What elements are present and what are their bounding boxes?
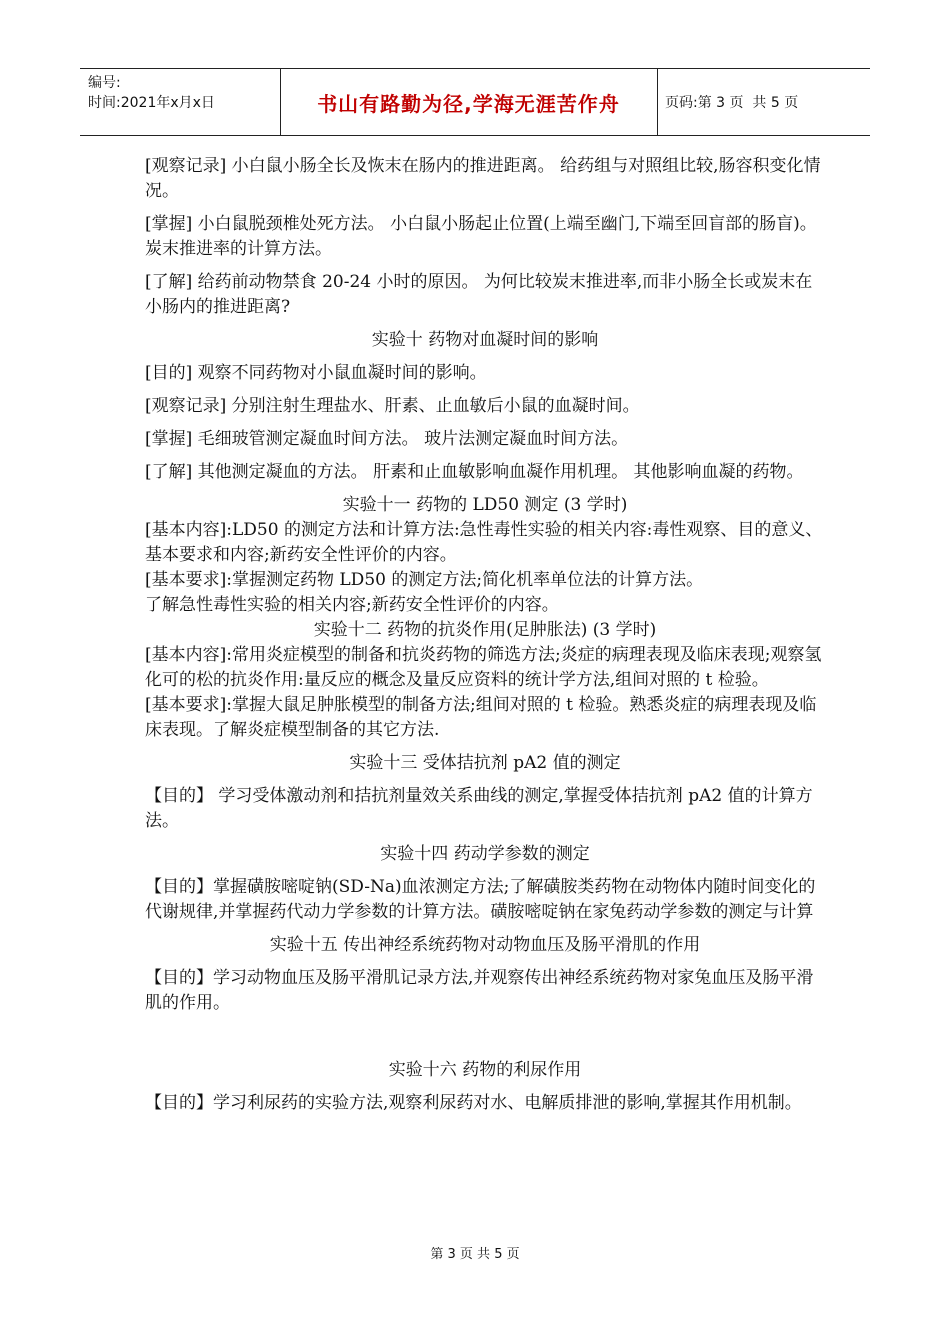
section-heading: 实验十一 药物的 LD50 测定 (3 学时) xyxy=(342,495,628,515)
paragraph: [观察记录] 小白鼠小肠全长及恢末在肠内的推进距离。 给药组与对照组比较,肠容积变化情况。 xyxy=(145,156,821,201)
section-heading: 实验十四 药动学参数的测定 xyxy=(380,844,590,864)
doc-number-label: 编号: xyxy=(88,75,121,91)
section-gap xyxy=(145,1024,825,1058)
paragraph: [基本要求]:掌握大鼠足肿胀模型的制备方法;组间对照的 t 检验。熟悉炎症的病理表现及临床表现。了解炎症模型制备的其它方法. xyxy=(145,695,817,740)
paragraph: [掌握] 毛细玻管测定凝血时间方法。 玻片法测定凝血时间方法。 xyxy=(145,429,629,449)
paragraph: [了解] 给药前动物禁食 20-24 小时的原因。 为何比较炭末推进率,而非小肠全长或炭末在小肠内的推进距离? xyxy=(145,272,813,317)
section-heading: 实验十二 药物的抗炎作用(足肿胀法) (3 学时) xyxy=(313,620,657,640)
paragraph: 【目的】 学习受体激动剂和拮抗剂量效关系曲线的测定,掌握受体拮抗剂 pA2 值的计算方法。 xyxy=(145,786,813,831)
document-body xyxy=(145,154,825,1124)
section-heading: 实验十三 受体拮抗剂 pA2 值的测定 xyxy=(349,753,621,773)
paragraph: [观察记录] 分别注射生理盐水、肝素、止血敏后小鼠的血凝时间。 xyxy=(145,396,640,416)
header-page-info: 页码:第 3 页 共 5 页 xyxy=(665,95,799,111)
page-footer: 第 3 页 共 5 页 xyxy=(430,1247,520,1262)
section-heading: 实验十六 药物的利尿作用 xyxy=(388,1060,582,1080)
paragraph: [目的] 观察不同药物对小鼠血凝时间的影响。 xyxy=(145,363,487,383)
section-heading: 实验十五 传出神经系统药物对动物血压及肠平滑肌的作用 xyxy=(269,935,701,955)
doc-date-label: 时间:2021年x月x日 xyxy=(88,95,215,111)
paragraph: 【目的】掌握磺胺嘧啶钠(SD-Na)血浓测定方法;了解磺胺类药物在动物体内随时间变化的代谢规律,并掌握药代动力学参数的计算方法。磺胺嘧啶钠在家兔药动学参数的测定与计算 xyxy=(145,877,816,922)
paragraph: [基本内容]:常用炎症模型的制备和抗炎药物的筛选方法;炎症的病理表现及临床表现;观察氢化可的松的抗炎作用:量反应的概念及量反应资料的统计学方法,组间对照的 t 检验。 xyxy=(145,645,822,690)
paragraph: [基本内容]:LD50 的测定方法和计算方法:急性毒性实验的相关内容:毒性观察、目的意义、基本要求和内容;新药安全性评价的内容。 xyxy=(145,520,823,565)
paragraph: 【目的】学习利尿药的实验方法,观察利尿药对水、电解质排泄的影响,掌握其作用机制。 xyxy=(145,1093,802,1113)
paragraph: [掌握] 小白鼠脱颈椎处死方法。 小白鼠小肠起止位置(上端至幽门,下端至回盲部的肠盲)。 炭末推进率的计算方法。 xyxy=(145,214,817,259)
paragraph: [了解] 其他测定凝血的方法。 肝素和止血敏影响血凝作用机理。 其他影响血凝的药物。 xyxy=(145,462,804,482)
section-heading: 实验十 药物对血凝时间的影响 xyxy=(371,330,599,350)
header-divider xyxy=(657,69,658,135)
page-header xyxy=(80,68,870,136)
paragraph: [基本要求]:掌握测定药物 LD50 的测定方法;简化机率单位法的计算方法。 xyxy=(145,570,704,590)
header-motto: 书山有路勤为径,学海无涯苦作舟 xyxy=(317,91,620,116)
paragraph: 了解急性毒性实验的相关内容;新药安全性评价的内容。 xyxy=(145,595,559,615)
paragraph: 【目的】学习动物血压及肠平滑肌记录方法,并观察传出神经系统药物对家兔血压及肠平滑肌的作用。 xyxy=(145,968,814,1013)
header-meta xyxy=(88,73,278,113)
